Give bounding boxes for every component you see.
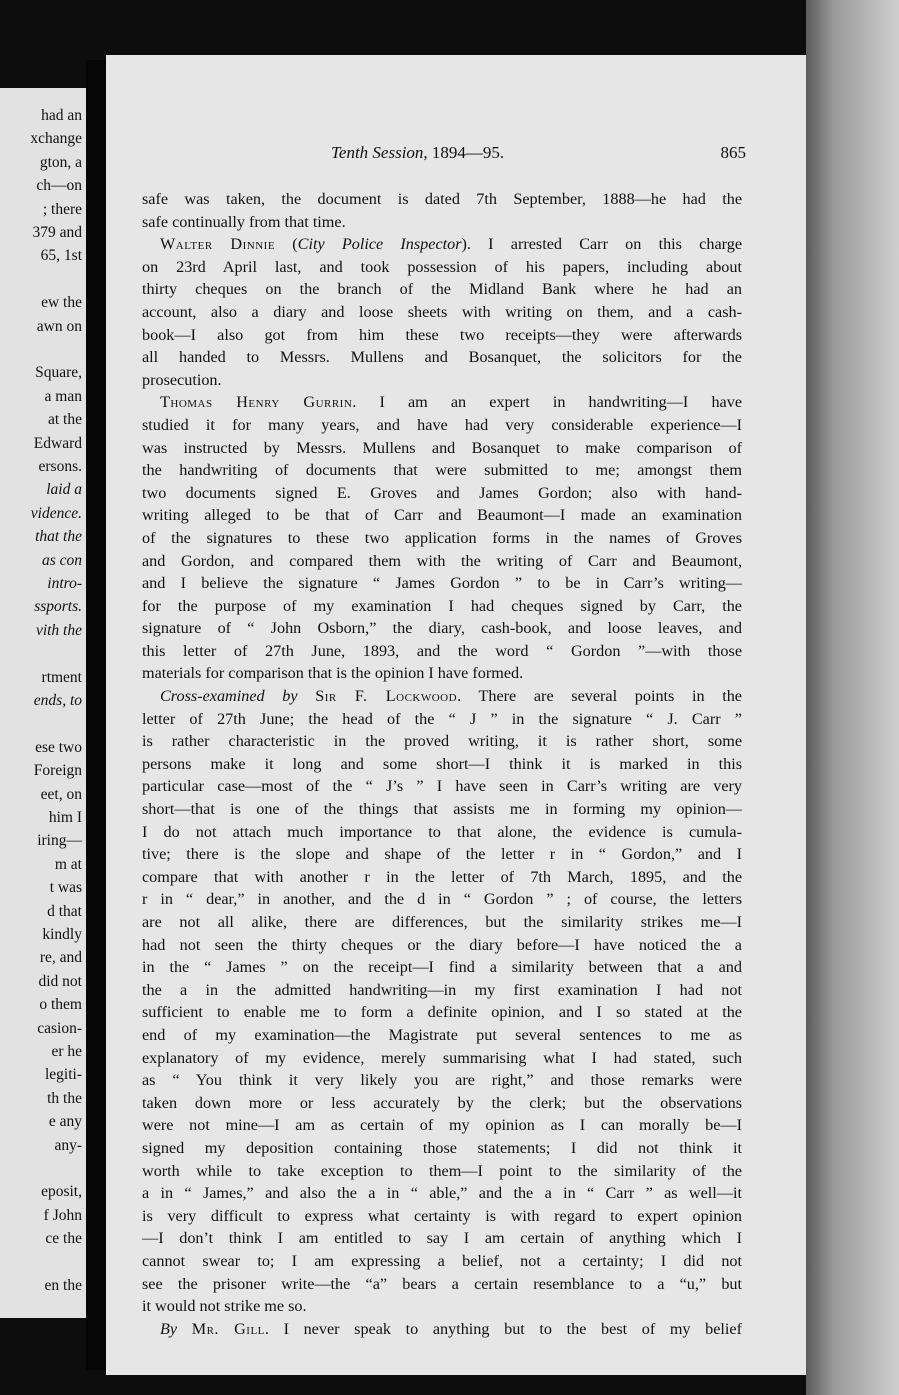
- facing-page-line: had an: [41, 107, 82, 124]
- text-line: [142, 1227, 742, 1250]
- text-line: [142, 595, 742, 618]
- text-run: taken down more or less accurately by the clerk; but the observations: [142, 1093, 742, 1112]
- text-run: see the prisoner write—the “a” bears a certain resemblance to a “u,” but: [142, 1274, 742, 1293]
- text-run: worth while to take exception to them—I point to the similarity of the: [142, 1161, 742, 1180]
- facing-page-line: th the: [47, 1089, 82, 1107]
- text-line: [142, 753, 742, 776]
- text-run: [177, 1320, 192, 1338]
- facing-page-line: en the: [44, 1277, 82, 1294]
- text-line: [142, 233, 742, 256]
- text-run: signature of “ John Osborn,” the diary, cash-book, and loose leaves, and: [142, 619, 742, 638]
- facing-page-line: d that: [47, 902, 82, 920]
- text-run: is very difficult to express what certainty is with regard to expert opinion: [142, 1206, 742, 1225]
- page-number: 865: [720, 143, 746, 162]
- text-line: [142, 1295, 742, 1318]
- facing-page-line: eet, on: [40, 785, 82, 803]
- text-run: Thomas Henry Gurrin: [160, 393, 353, 412]
- text-line: [142, 301, 742, 324]
- text-run: a in “ James,” and also the a in “ able,” and the a in “ Carr ” as well—it: [142, 1184, 742, 1203]
- text-run: short—that is one of the things that assists me in forming my opinion—: [142, 800, 742, 819]
- facing-page-line: Foreign: [33, 762, 82, 780]
- text-line: [142, 391, 742, 414]
- text-run: and Gordon, and compared them with the writing of Carr and Beaumont,: [142, 551, 742, 570]
- text-run: signed my deposition containing those statements; I did not think it: [142, 1138, 742, 1157]
- text-run: . I never speak to anything but to the best of my belief: [264, 1319, 742, 1338]
- text-run: book—I also got from him these two receipts—they were afterwards: [142, 325, 742, 344]
- text-run: sufficient to enable me to form a definite opinion, and I so stated at the: [142, 1003, 742, 1022]
- text-run: materials for comparison that is the opinion I have formed.: [142, 664, 524, 683]
- text-run: is rather characteristic in the proved writing, it is rather short, some: [142, 732, 742, 751]
- text-line: [142, 1069, 742, 1092]
- text-run: thirty cheques on the branch of the Midland Bank where he had an: [142, 280, 742, 299]
- text-run: the handwriting of documents that were submitted to me; amongst them: [142, 461, 742, 480]
- facing-page-line: t was: [49, 879, 82, 897]
- text-run: were not mine—I am as certain of my opinion as I can morally be—I: [142, 1116, 742, 1135]
- text-run: r in “ dear,” in another, and the d in “ Gordon ” ; of course, the letters: [142, 890, 742, 909]
- facing-page-line: rtment: [41, 668, 82, 686]
- text-line: [142, 866, 742, 889]
- facing-page-line: awn on: [36, 317, 82, 335]
- facing-page-line: er he: [51, 1043, 82, 1060]
- facing-page-line: Edward: [33, 434, 82, 452]
- text-run: safe was taken, the document is dated 7th September, 1888—he had the: [142, 190, 742, 208]
- text-line: [142, 775, 742, 798]
- text-run: I do not attach much importance to that alone, the evidence is cumula-: [142, 822, 742, 841]
- text-run: in the “ James ” on the receipt—I find a similarity between that a and: [142, 958, 742, 977]
- text-line: [142, 1205, 742, 1228]
- scan-background: [806, 0, 899, 1395]
- facing-page-line: ersons.: [38, 458, 82, 475]
- text-line: [142, 843, 742, 866]
- text-line: [142, 1182, 742, 1205]
- text-line: [142, 662, 742, 685]
- text-line: [142, 730, 742, 753]
- text-line: [142, 1137, 742, 1160]
- text-run: particular case—most of the “ J’s ” I have seen in Carr’s writing are very: [142, 777, 742, 796]
- text-line: [142, 798, 742, 821]
- facing-page-line: a man: [44, 387, 82, 405]
- text-line: [142, 934, 742, 957]
- text-line: [142, 685, 742, 708]
- text-line: [142, 346, 742, 369]
- facing-page-line: ; there: [42, 200, 82, 218]
- text-run: letter of 27th June; the head of the “ J ” in the signature “ J. Carr ”: [142, 709, 742, 728]
- text-run: prosecution.: [142, 370, 222, 389]
- text-line: [142, 211, 742, 234]
- text-run: account, also a diary and loose sheets with writing on them, and a cash-: [142, 302, 742, 321]
- facing-page-line: eposit,: [41, 1183, 82, 1201]
- text-run: this letter of 27th June, 1893, and the word “ Gordon ”—with those: [142, 641, 742, 660]
- text-run: all handed to Messrs. Mullens and Bosanquet, the solicitors for the: [142, 348, 742, 367]
- text-line: [142, 640, 742, 663]
- facing-page-line: f John: [43, 1206, 82, 1224]
- facing-page-line: intro-: [47, 575, 82, 592]
- text-run: cannot swear to; I am expressing a belief, not a certainty; I did not: [142, 1251, 742, 1270]
- text-run: . There are several points in the: [457, 687, 742, 706]
- text-run: Sir F. Lockwood: [315, 687, 458, 706]
- facing-page-line: 379 and: [32, 224, 82, 241]
- text-line: [142, 1318, 742, 1341]
- text-line: [142, 188, 742, 211]
- text-line: [142, 572, 742, 595]
- text-run: are not all alike, there are differences, but the similarity strikes me—I: [142, 913, 742, 931]
- facing-page-line: Square,: [35, 364, 82, 382]
- text-run: studied it for many years, and have had very considerable experience—I: [142, 415, 742, 434]
- text-run: . I am an expert in handwriting—I have: [352, 393, 743, 412]
- facing-page-line: xchange: [30, 130, 82, 148]
- text-line: [142, 979, 742, 1002]
- text-run: [298, 687, 316, 705]
- text-line: [142, 1024, 742, 1047]
- text-run: compare that with another r in the letter of 7th March, 1895, and the: [142, 867, 742, 886]
- facing-page-line: ew the: [41, 294, 82, 312]
- text-run: had not seen the thirty cheques or the diary before—I have noticed the a: [142, 935, 742, 954]
- running-title: Tenth Session, 1894—95.: [331, 143, 505, 162]
- facing-page-line: ch—on: [36, 177, 82, 195]
- facing-page-line: as con: [41, 551, 82, 569]
- text-run: ). I arrested Carr on this charge: [461, 235, 743, 254]
- text-run: Walter Dinnie: [160, 235, 276, 254]
- text-line: [142, 324, 742, 347]
- text-run: writing alleged to be that of Carr and Beaumont—I made an examination: [142, 506, 742, 525]
- text-line: [142, 1092, 742, 1115]
- book-page: [106, 55, 806, 1375]
- text-run: (: [275, 235, 298, 254]
- text-line: [142, 708, 742, 731]
- text-run: as “ You think it very likely you are right,” and those remarks were: [142, 1071, 742, 1090]
- text-run: for the purpose of my examination I had cheques signed by Carr, the: [142, 596, 742, 615]
- text-line: [142, 1250, 742, 1273]
- text-run: two documents signed E. Groves and James Gordon; also with hand-: [142, 483, 742, 502]
- facing-page-line: ssports.: [34, 598, 82, 616]
- facing-page-line: laid a: [46, 481, 82, 499]
- facing-page-line: vidence.: [30, 504, 82, 522]
- text-run: end of my examination—the Magistrate put several sentences to me as: [142, 1025, 742, 1044]
- body-text: [142, 188, 742, 1340]
- text-line: [142, 414, 742, 437]
- text-line: [142, 956, 742, 979]
- facing-page-line: ends, to: [33, 692, 82, 709]
- facing-page-line: did not: [38, 972, 82, 990]
- facing-page-line: kindly: [42, 926, 82, 943]
- text-run: By: [160, 1319, 178, 1338]
- facing-page-line: re, and: [39, 949, 82, 967]
- text-line: [142, 821, 742, 844]
- facing-page-line: o them: [39, 996, 82, 1014]
- text-run: and I believe the signature “ James Gordon ” to be in Carr’s writing—: [142, 574, 742, 593]
- text-line: [142, 504, 742, 527]
- facing-page-line: m at: [54, 855, 82, 873]
- facing-page-line: legiti-: [44, 1066, 82, 1084]
- facing-page-line: 65, 1st: [40, 247, 82, 265]
- facing-page-line: casion-: [37, 1019, 82, 1037]
- text-run: was instructed by Messrs. Mullens and Bosanquet to make comparison of: [142, 438, 742, 457]
- text-line: [142, 437, 742, 460]
- facing-page-line: any-: [54, 1136, 82, 1154]
- text-line: [142, 550, 742, 573]
- session-years: 1894—95.: [427, 143, 505, 162]
- facing-page-line: ce the: [45, 1230, 82, 1248]
- text-line: [142, 278, 742, 301]
- text-run: Mr. Gill: [191, 1319, 265, 1338]
- facing-page-line: at the: [48, 411, 82, 429]
- text-line: [142, 1160, 742, 1183]
- text-line: [142, 1273, 742, 1296]
- text-run: it would not strike me so.: [142, 1297, 307, 1316]
- text-line: [142, 459, 742, 482]
- text-run: of the signatures to these two application forms in the names of Groves: [142, 528, 742, 547]
- facing-page-line: vith the: [35, 621, 82, 639]
- text-line: [142, 1114, 742, 1137]
- running-header: [156, 143, 746, 167]
- facing-page: [0, 88, 86, 1318]
- text-line: [142, 888, 742, 911]
- text-run: persons make it long and some short—I think it is marked in this: [142, 754, 742, 773]
- facing-page-line: iring—: [37, 832, 82, 850]
- text-run: the a in the admitted handwriting—in my first examination I had not: [142, 980, 742, 999]
- text-run: tive; there is the slope and shape of the letter r in “ Gordon,” and I: [142, 845, 742, 864]
- text-line: [142, 911, 742, 934]
- text-run: Cross-examined by: [160, 687, 298, 706]
- text-line: [142, 1001, 742, 1024]
- text-run: safe continually from that time.: [142, 212, 346, 231]
- text-line: [142, 256, 742, 279]
- facing-page-line: gton, a: [39, 153, 82, 171]
- text-run: explanatory of my evidence, merely summarising what I had stated, such: [142, 1048, 742, 1067]
- text-line: [142, 369, 742, 392]
- text-run: —I don’t think I am entitled to say I am certain of anything which I: [142, 1229, 742, 1248]
- facing-page-line: e any: [48, 1113, 82, 1131]
- text-line: [142, 617, 742, 640]
- text-line: [142, 527, 742, 550]
- text-line: [142, 1047, 742, 1070]
- facing-page-line: him I: [48, 809, 82, 826]
- text-run: on 23rd April last, and took possession of his papers, including about: [142, 257, 742, 276]
- facing-page-line: that the: [35, 528, 82, 546]
- text-run: City Police Inspector: [297, 235, 462, 254]
- facing-page-line: ese two: [35, 738, 82, 756]
- text-line: [142, 482, 742, 505]
